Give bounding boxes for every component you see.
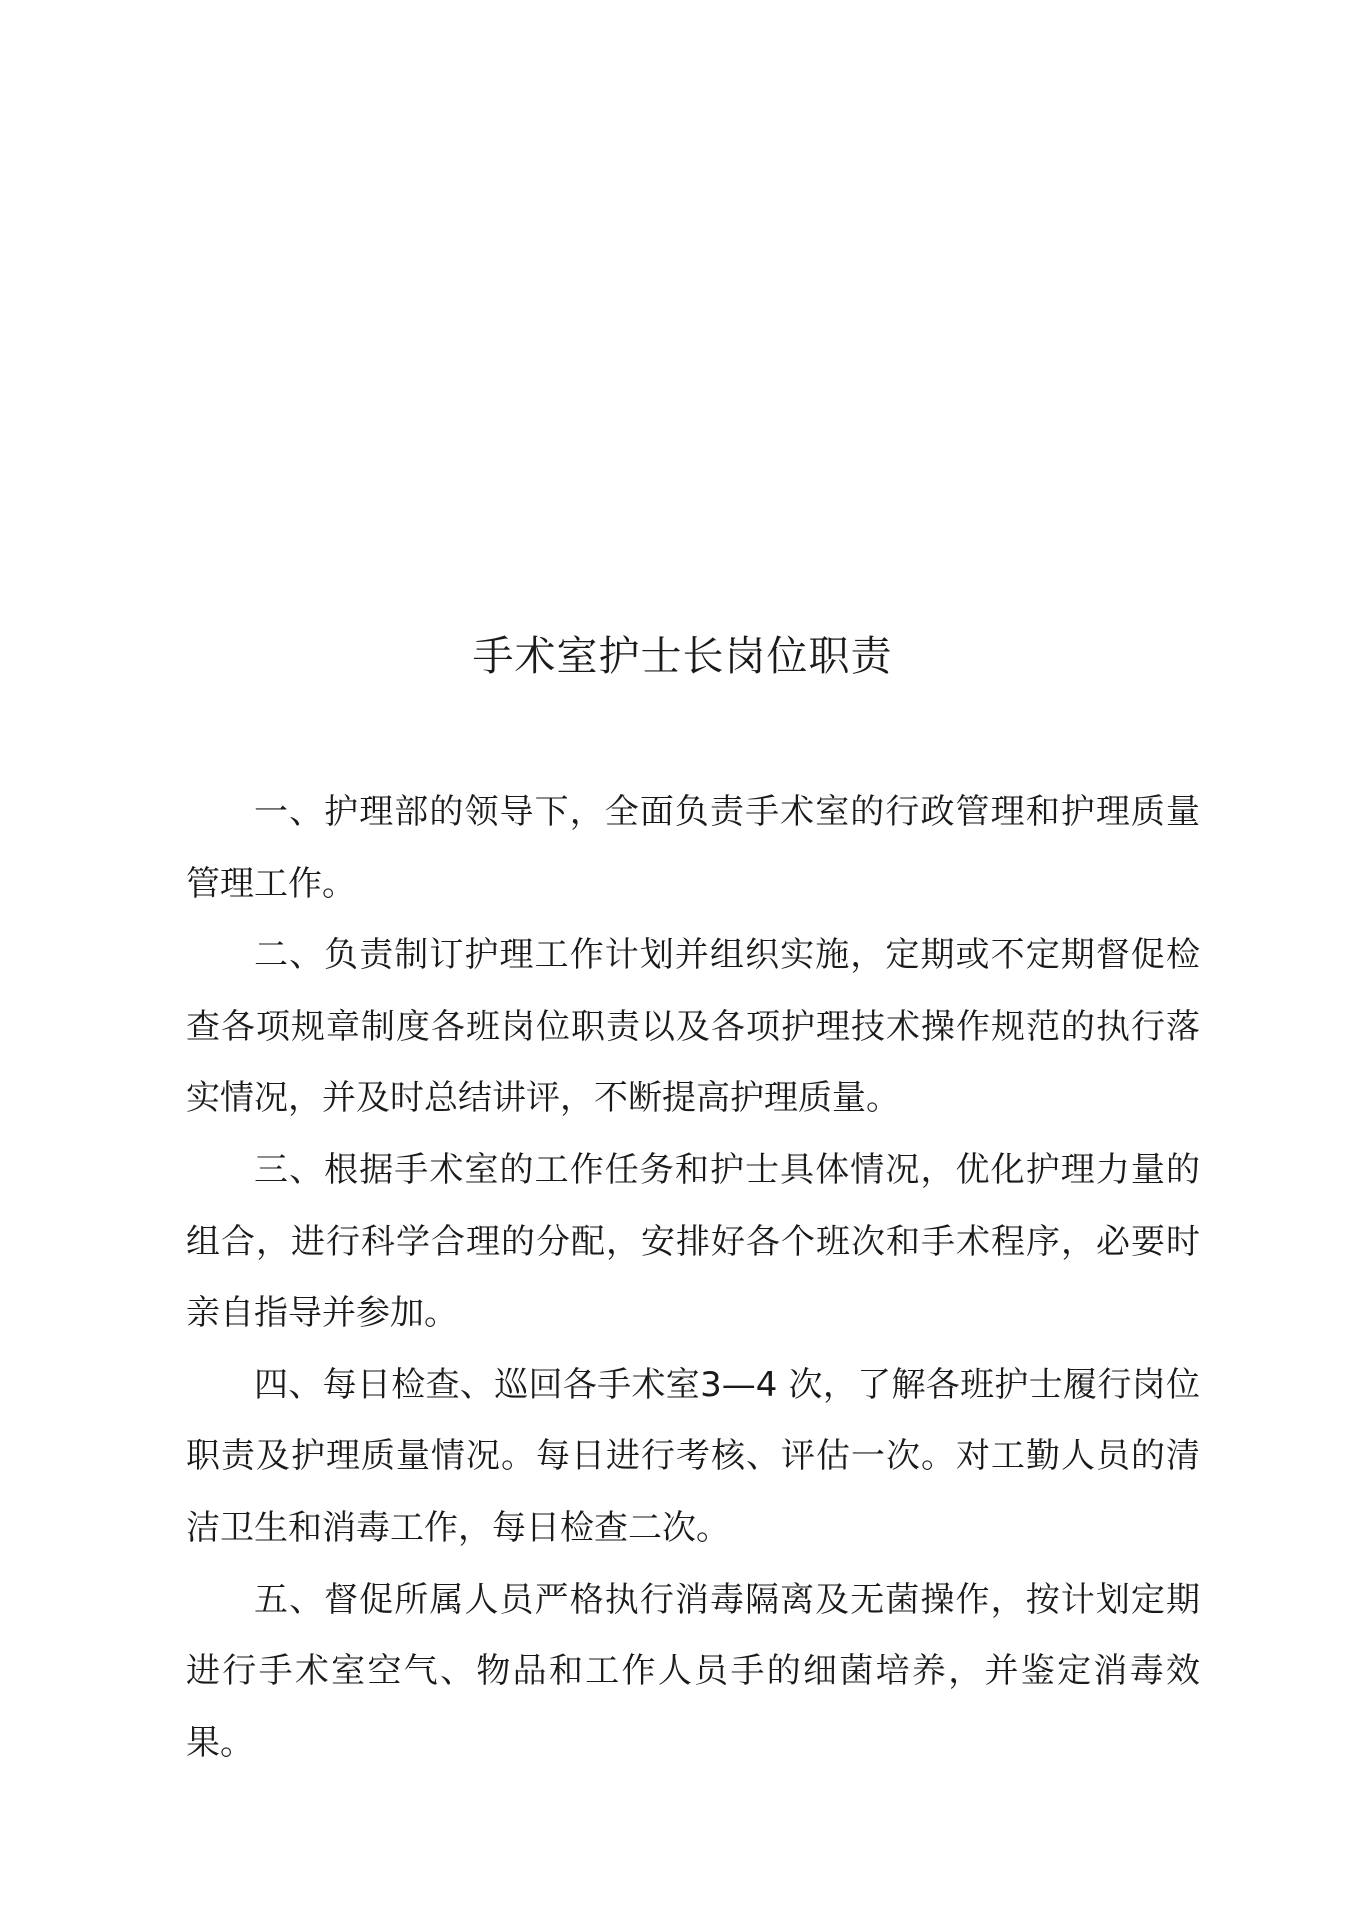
document-body	[186, 777, 1200, 1779]
duty-paragraph-5: 五、督促所属人员严格执行消毒隔离及无菌操作，按计划定期进行手术室空气、物品和工作人员手的细菌培养，并鉴定消毒效果。	[186, 1579, 1200, 1763]
duty-paragraph-3: 三、根据手术室的工作任务和护士具体情况，优化护理力量的组合，进行科学合理的分配，安排好各个班次和手术程序，必要时亲自指导并参加。	[186, 1149, 1200, 1334]
duty-paragraph-2: 二、负责制订护理工作计划并组织实施，定期或不定期督促检查各项规章制度各班岗位职责以及各项护理技术操作规范的执行落实情况，并及时总结讲评，不断提高护理质量。	[186, 935, 1200, 1119]
duty-paragraph-1: 一、护理部的领导下，全面负责手术室的行政管理和护理质量管理工作。	[186, 792, 1200, 904]
duty-paragraph-4: 四、每日检查、巡回各手术室3—4 次，了解各班护士履行岗位职责及护理质量情况。每日进行考核、评估一次。对工勤人员的清洁卫生和消毒工作，每日检查二次。	[186, 1364, 1200, 1548]
document-title: 手术室护士长岗位职责	[472, 632, 893, 680]
